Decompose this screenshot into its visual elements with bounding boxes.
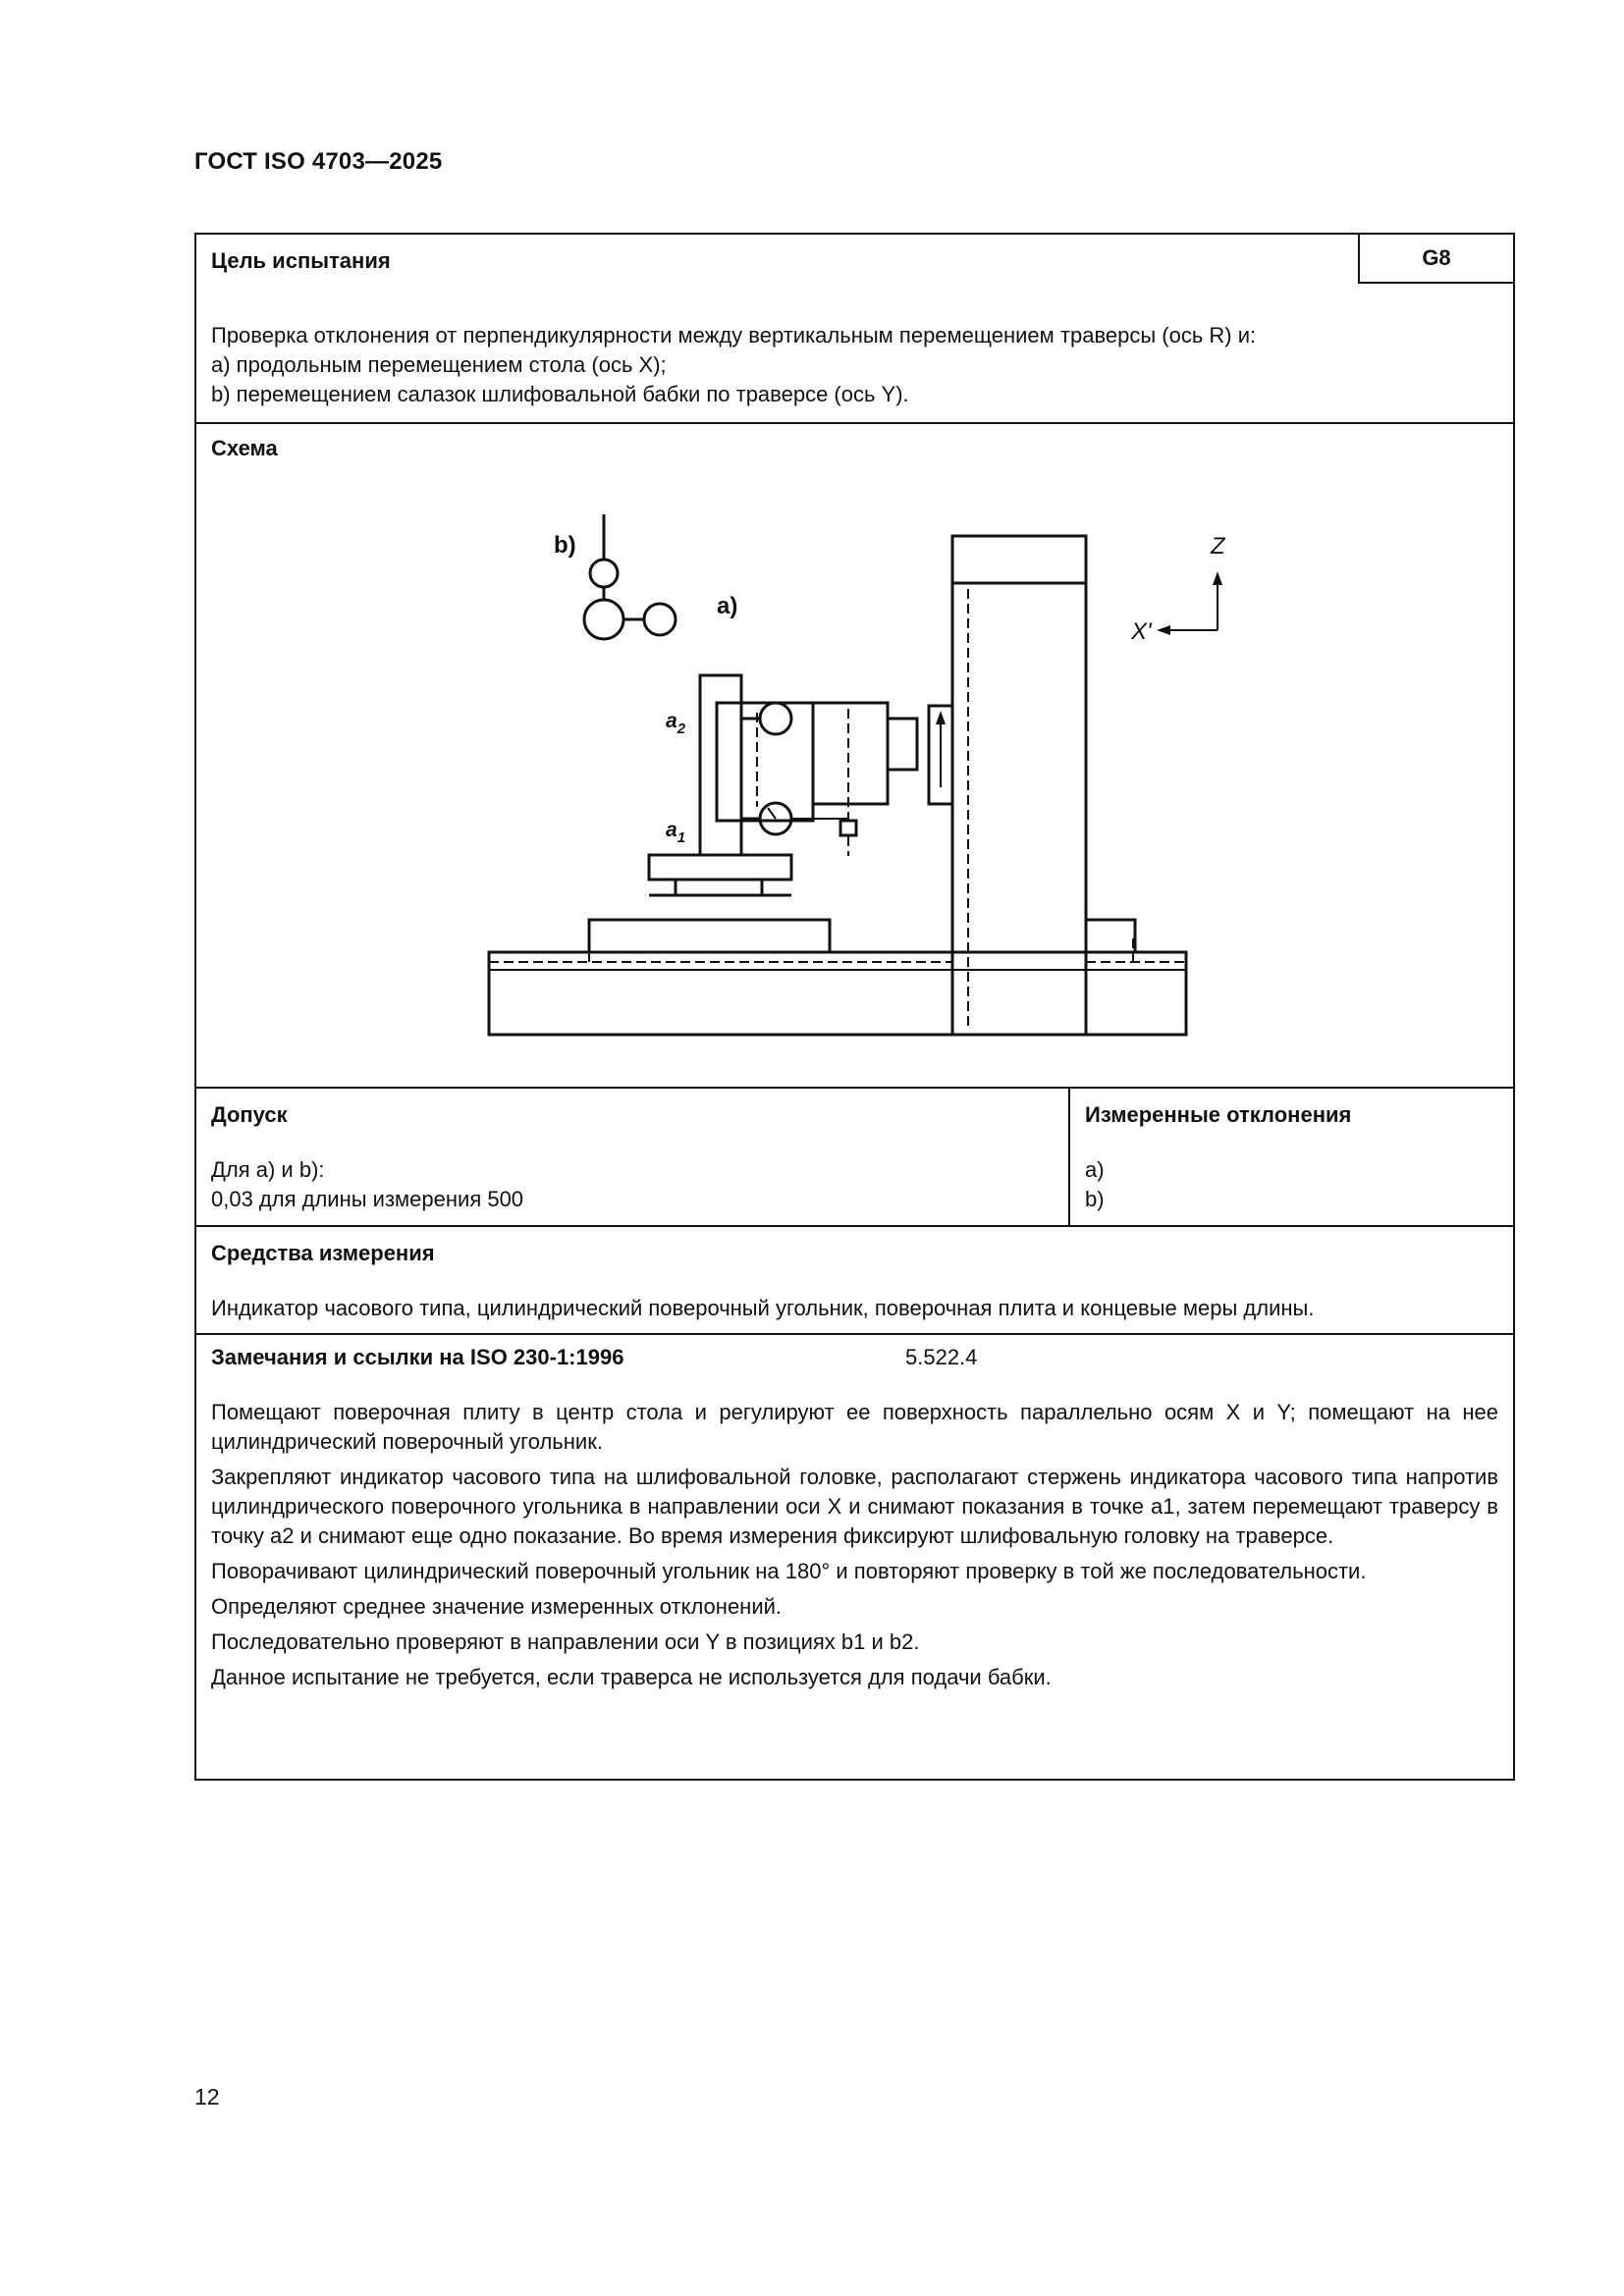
remarks-paragraph-1: Помещают поверочная плиту в центр стола и регулируют ее поверхность параллельно осям X и Y; помещают на нее цилиндрический поверочный угольник. <box>211 1400 1498 1454</box>
schema-section <box>196 424 1513 1089</box>
machine-column <box>952 536 1086 1035</box>
schema-title: Схема <box>211 436 278 460</box>
schema-label-a: a) <box>717 593 738 619</box>
instruments-title: Средства измерения <box>211 1241 435 1265</box>
tolerance-row <box>196 1089 1513 1227</box>
grinding-head-slide <box>813 703 888 804</box>
dial-gauge-a2 <box>760 703 791 734</box>
schema-label-a2: $a_2$ <box>666 710 686 737</box>
machine-table <box>589 920 830 952</box>
purpose-line-3: b) перемещением салазок шлифовальной бабки по траверсе (ось Y). <box>211 382 909 406</box>
test-sheet-table <box>194 233 1515 1781</box>
schema-axis-x: X' <box>1131 618 1152 645</box>
tolerance-line-1: Для a) и b): <box>211 1157 325 1182</box>
symbol-b-circle <box>590 560 618 587</box>
schema-diagram <box>196 424 1513 1087</box>
tolerance-line-2: 0,03 для длины измерения 500 <box>211 1187 524 1211</box>
axis-x-arrow <box>1157 625 1170 635</box>
remarks-section <box>196 1335 1513 1779</box>
measured-line-1: a) <box>1085 1157 1105 1182</box>
remarks-paragraph-5: Последовательно проверяют в направлении оси Y в позициях b1 и b2. <box>211 1629 920 1654</box>
remarks-paragraph-6: Данное испытание не требуется, если траверса не используется для подачи бабки. <box>211 1665 1052 1689</box>
document-header: ГОСТ ISO 4703—2025 <box>194 148 443 175</box>
test-id-cell: G8 <box>1358 235 1513 284</box>
symbol-main-circle <box>584 600 623 639</box>
measured-line-2: b) <box>1085 1187 1105 1211</box>
remarks-paragraphs <box>211 1398 1498 1698</box>
remarks-reference-clause: 5.522.4 <box>905 1345 978 1369</box>
instruments-text: Индикатор часового типа, цилиндрический поверочный угольник, поверочная плита и концевые меры длины. <box>211 1296 1315 1320</box>
slide-guide <box>888 719 917 770</box>
symbol-a-circle <box>644 604 676 635</box>
instruments-section <box>196 1227 1513 1335</box>
tolerance-title: Допуск <box>211 1102 288 1127</box>
tolerance-cell <box>196 1089 1070 1225</box>
measured-cell <box>1070 1089 1513 1225</box>
remarks-title: Замечания и ссылки на ISO 230-1:1996 <box>211 1345 624 1369</box>
schema-label-b: b) <box>554 532 576 559</box>
schema-axis-z: Z <box>1211 533 1225 560</box>
page-number: 12 <box>194 2084 220 2109</box>
purpose-line-2: a) продольным перемещением стола (ось X); <box>211 352 667 377</box>
head-spindle <box>840 821 856 835</box>
surface-plate <box>649 855 791 880</box>
column-base-plate <box>1086 920 1135 952</box>
machine-base <box>489 952 1186 1035</box>
grinding-head <box>717 703 813 821</box>
measured-title: Измеренные отклонения <box>1085 1102 1352 1127</box>
plate-support <box>676 880 762 895</box>
purpose-line-1: Проверка отклонения от перпендикулярности между вертикальным перемещением траверсы (ось R) и: <box>211 323 1257 347</box>
tolerance-text <box>211 1155 523 1214</box>
schema-label-a1: $a_1$ <box>666 819 686 846</box>
purpose-section <box>196 235 1513 424</box>
axis-z-arrow <box>1213 571 1222 585</box>
remarks-paragraph-4: Определяют среднее значение измеренных отклонений. <box>211 1594 783 1619</box>
purpose-title: Цель испытания <box>211 248 391 273</box>
dial-needle <box>768 808 776 819</box>
remarks-paragraph-3: Поворачивают цилиндрический поверочный угольник на 180° и повторяют проверку в той же последовательности. <box>211 1559 1367 1583</box>
crossbeam-arrow <box>936 711 946 724</box>
remarks-paragraph-2: Закрепляют индикатор часового типа на шлифовальной головке, располагают стержень индикатора часового типа напротив цилиндрического поверочного угольника в направлении оси X и снимают показания в точке a1, затем перемещают траверсу в точку a2 и снимают еще одно показание. Во время измерения фиксируют шлифовальную головку на траверсе. <box>211 1465 1498 1548</box>
purpose-text <box>211 321 1256 409</box>
measured-text <box>1085 1155 1105 1214</box>
